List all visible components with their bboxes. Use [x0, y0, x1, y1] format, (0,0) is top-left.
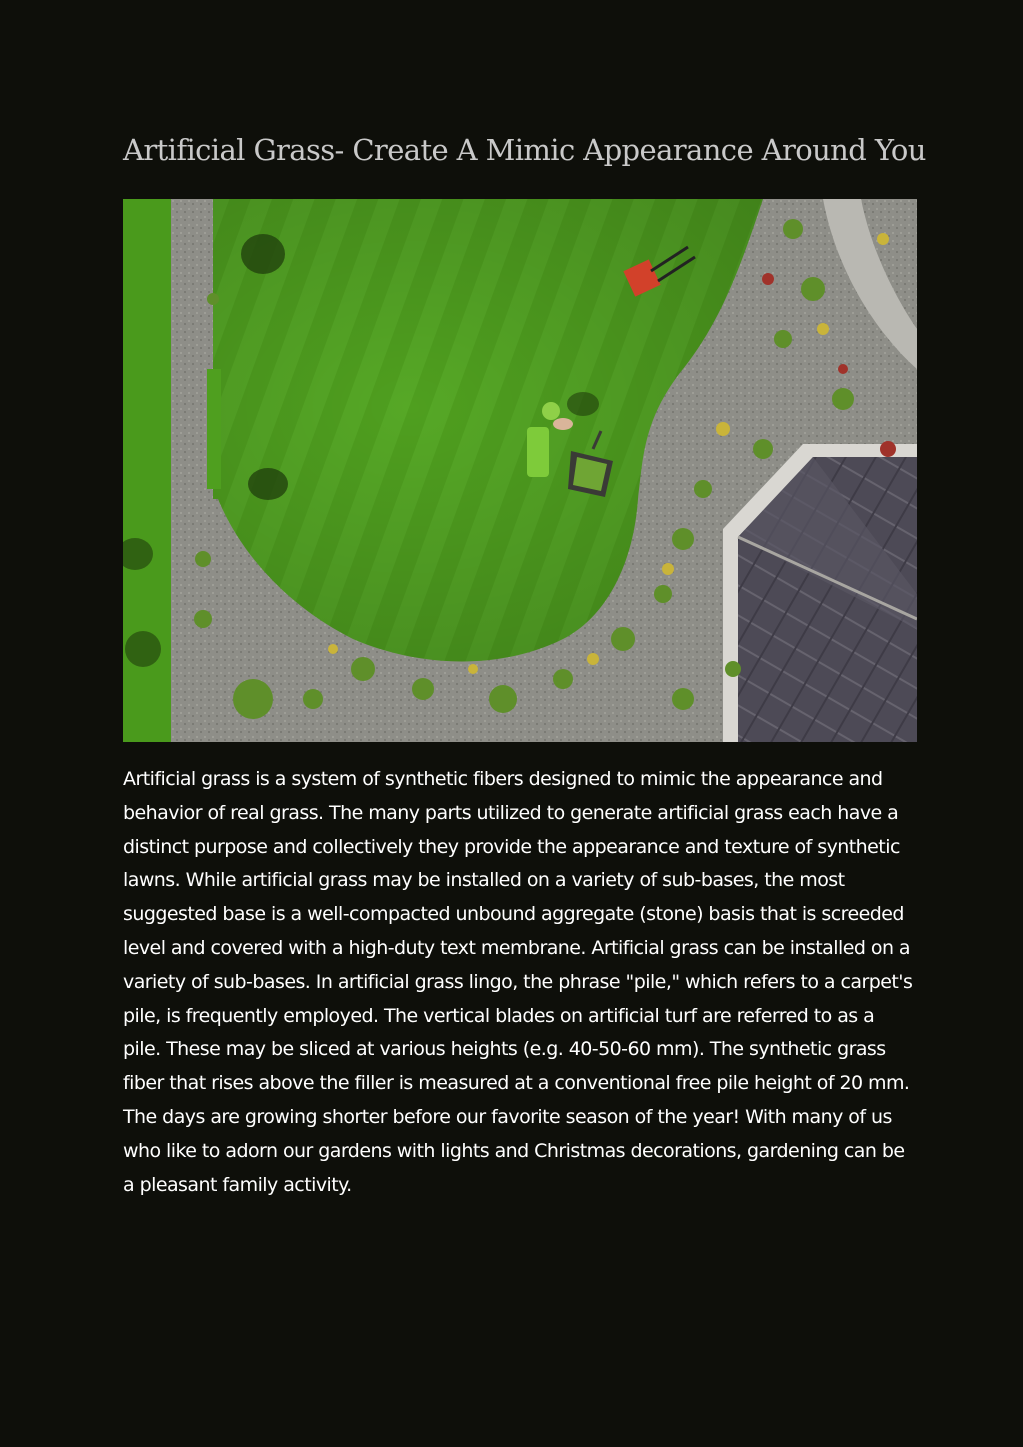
garden-aerial-photo: [123, 199, 917, 742]
garden-aerial-illustration: [123, 199, 917, 742]
page-title: Artificial Grass- Create A Mimic Appearance Around You: [123, 133, 926, 167]
article-paragraph: Artificial grass is a system of synthetic fibers designed to mimic the appearance and behavior of real grass. The many parts utilized to generate artificial grass each have a distinct purpose and collectively they provide the appearance and texture of synthetic lawns. While artificial grass may be installed on a variety of sub-bases, the most suggested base is a well-compacted unbound aggregate (stone) basis that is screeded level and covered with a high-duty text membrane. Artificial grass can be installed on a variety of sub-bases. In artificial grass lingo, the phrase "pile," which refers to a carpet's pile, is frequently employed. The vertical blades on artificial turf are referred to as a pile. These may be sliced at various heights (e.g. 40-50-60 mm). The synthetic grass fiber that rises above the filler is measured at a conventional free pile height of 20 mm. The days are growing shorter before our favorite season of the year! With many of us who like to adorn our gardens with lights and Christmas decorations, gardening can be a pleasant family activity.: [123, 768, 913, 1196]
